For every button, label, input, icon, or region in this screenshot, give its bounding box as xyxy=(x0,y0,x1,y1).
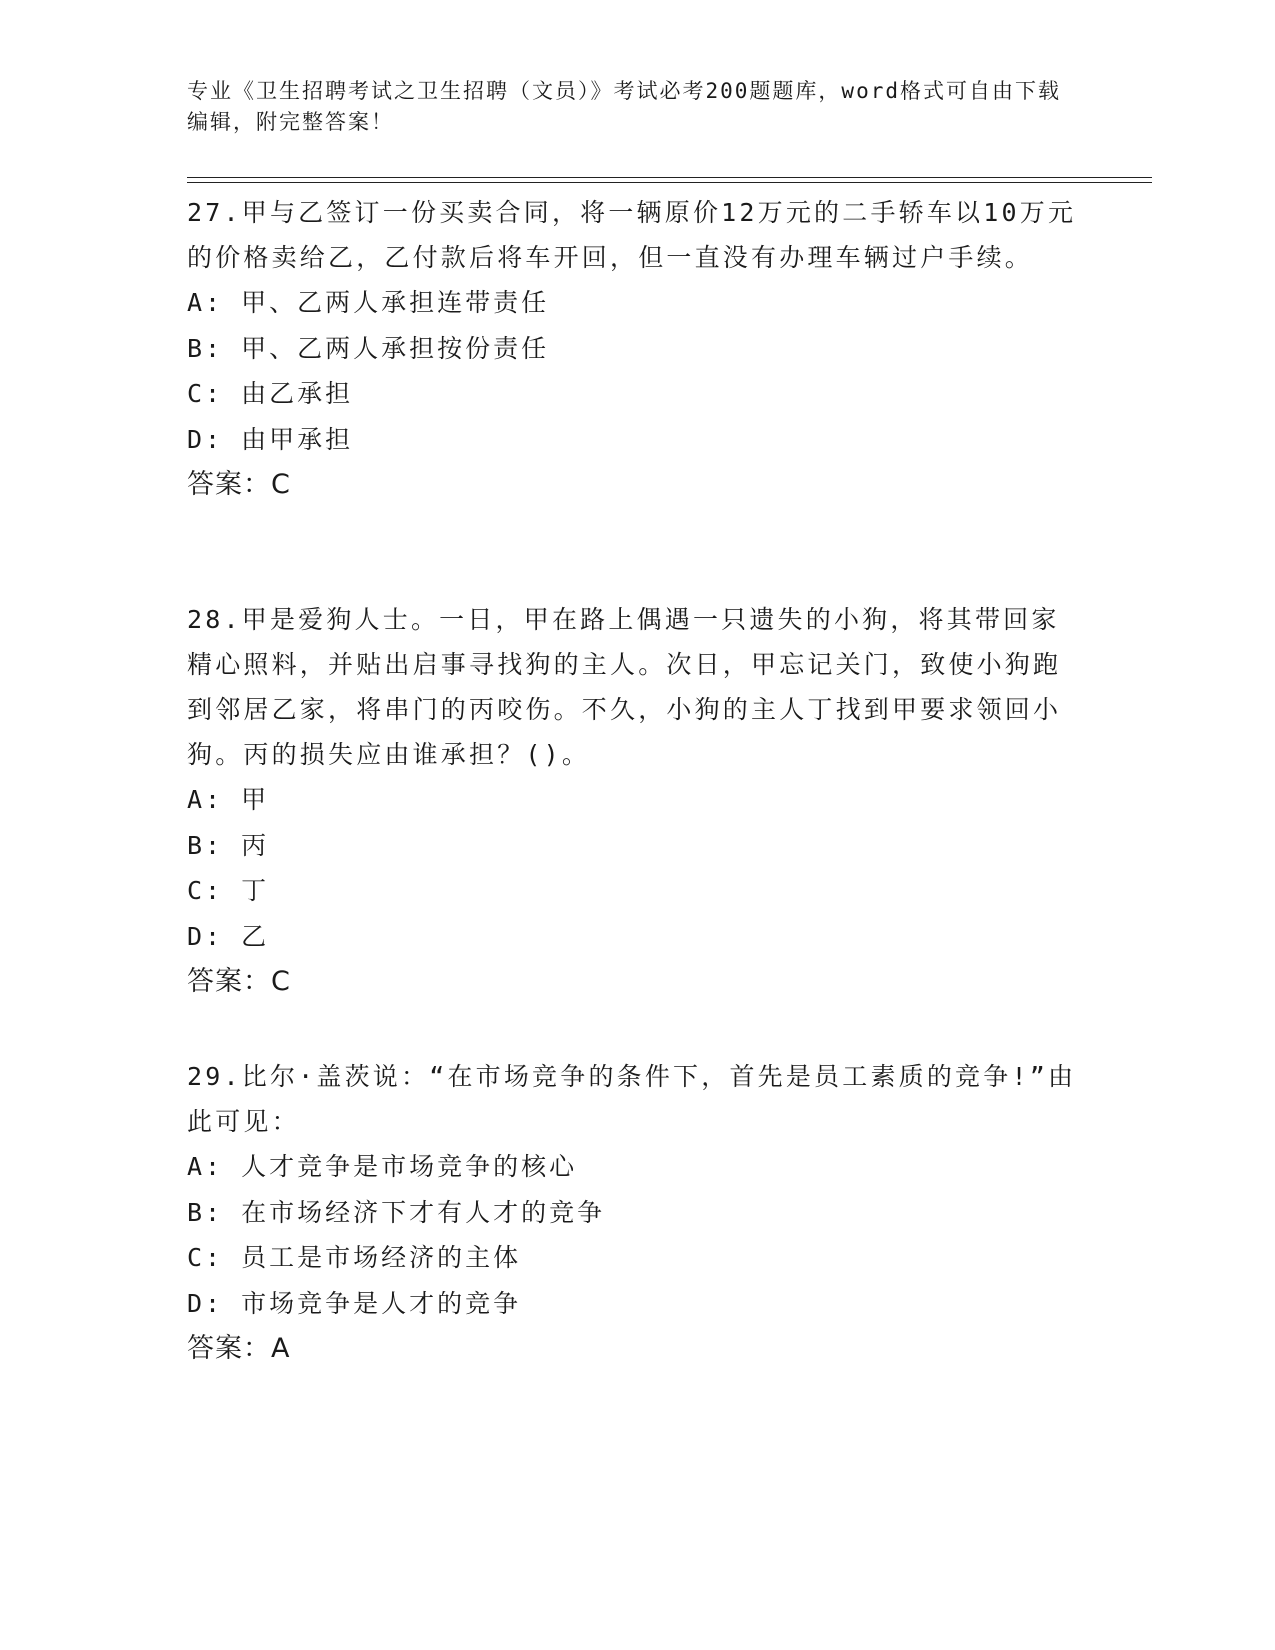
question-28 xyxy=(187,597,1087,1005)
option-b: B: 在市场经济下才有人才的竞争 xyxy=(187,1197,606,1227)
question-29 xyxy=(187,1054,1087,1372)
option-b: B: 丙 xyxy=(187,830,270,860)
option-c: C: 由乙承担 xyxy=(187,379,354,408)
question-text: 28.甲是爱狗人士。一日，甲在路上偶遇一只遗失的小狗，将其带回家精心照料，并贴出启事寻找狗的主人。次日，甲忘记关门，致使小狗跑到邻居乙家，将串门的丙咬伤。不久，小狗的主人丁找到甲要求领回小狗。丙的损失应由谁承担？()。 xyxy=(187,605,1062,769)
question-text: 27.甲与乙签订一份买卖合同，将一辆原价12万元的二手轿车以10万元的价格卖给乙，乙付款后将车开回，但一直没有办理车辆过户手续。 xyxy=(187,198,1077,272)
option-a: A: 人才竞争是市场竞争的核心 xyxy=(187,1152,578,1181)
option-a: A: 甲 xyxy=(187,785,270,814)
option-d: D: 由甲承担 xyxy=(187,424,354,454)
question-27 xyxy=(187,190,1087,508)
option-c: C: 丁 xyxy=(187,876,270,905)
answer-text: 答案：C xyxy=(187,966,291,997)
answer-text: 答案：C xyxy=(187,469,291,500)
option-a: A: 甲、乙两人承担连带责任 xyxy=(187,288,550,317)
option-d: D: 乙 xyxy=(187,921,270,951)
answer-text: 答案：A xyxy=(187,1333,291,1364)
option-b: B: 甲、乙两人承担按份责任 xyxy=(187,333,550,363)
header-rule-bottom xyxy=(187,182,1152,183)
question-text: 29.比尔·盖茨说：“在市场竞争的条件下，首先是员工素质的竞争!”由此可见： xyxy=(187,1062,1077,1136)
option-d: D: 市场竞争是人才的竞争 xyxy=(187,1288,522,1318)
option-c: C: 员工是市场经济的主体 xyxy=(187,1243,522,1272)
header-rule-top xyxy=(187,177,1152,178)
document-intro: 专业《卫生招聘考试之卫生招聘（文员）》考试必考200题题库，word格式可自由下载编辑，附完整答案！ xyxy=(187,79,1061,134)
